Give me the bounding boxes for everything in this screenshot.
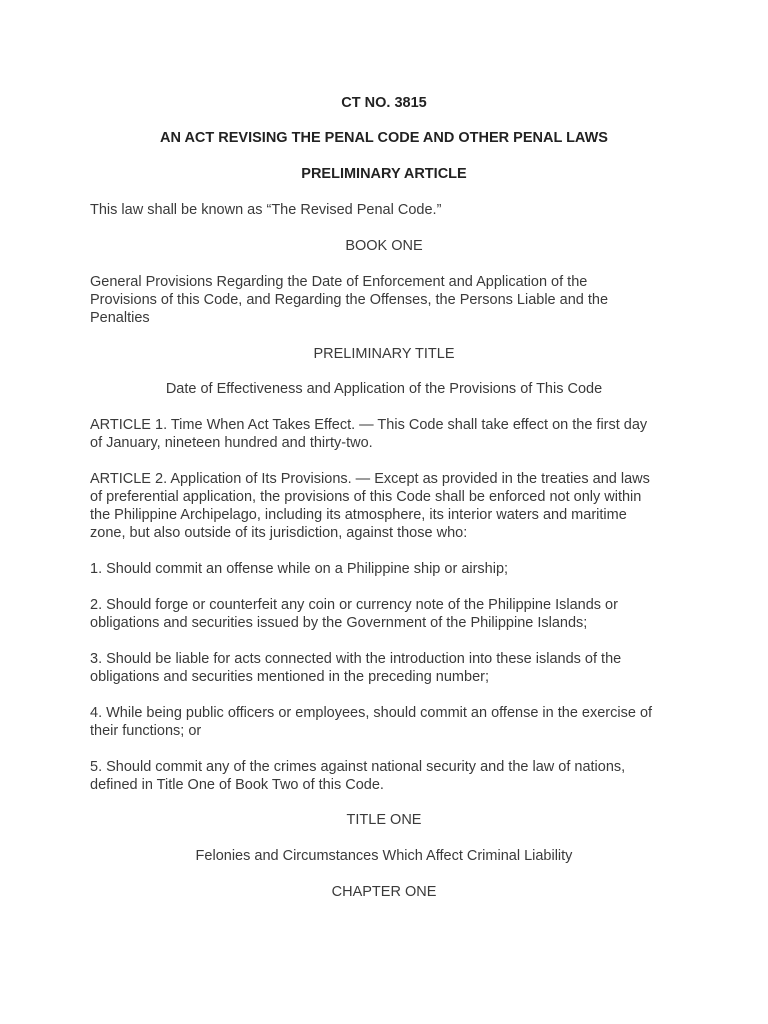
preliminary-article-text: This law shall be known as “The Revised Penal Code.” (90, 202, 442, 218)
title-one-subtitle: Felonies and Circumstances Which Affect Criminal Liability (195, 848, 573, 864)
article-2-item-1: 1. Should commit an offense while on a Philippine ship or airship; (90, 561, 509, 577)
article-2-item-2-line: 2. Should forge or counterfeit any coin or currency note of the Philippine Islands or (90, 597, 618, 613)
article-1-line: of January, nineteen hundred and thirty-two. (90, 435, 373, 451)
article-2-item-5-line: defined in Title One of Book Two of this Code. (90, 777, 384, 793)
preliminary-title-heading: PRELIMINARY TITLE (313, 346, 455, 362)
book-one-subtitle-line: Provisions of this Code, and Regarding the Offenses, the Persons Liable and the (90, 292, 609, 308)
title-one-heading: TITLE ONE (346, 812, 422, 828)
preliminary-article-heading: PRELIMINARY ARTICLE (301, 166, 467, 182)
article-2-item-3-line: obligations and securities mentioned in the preceding number; (90, 669, 489, 685)
article-1-line: ARTICLE 1. Time When Act Takes Effect. — This Code shall take effect on the first day (90, 417, 648, 433)
article-2-line: the Philippine Archipelago, including its atmosphere, its interior waters and maritime (90, 507, 627, 523)
book-one-subtitle-line: Penalties (90, 310, 150, 326)
article-2-item-4-line: 4. While being public officers or employees, should commit an offense in the exercise of (90, 705, 653, 721)
chapter-one-heading: CHAPTER ONE (331, 884, 437, 900)
act-title: AN ACT REVISING THE PENAL CODE AND OTHER PENAL LAWS (160, 130, 608, 146)
article-2-line: ARTICLE 2. Application of Its Provisions. — Except as provided in the treaties and laws (90, 471, 650, 487)
article-2-item-2-line: obligations and securities issued by the Government of the Philippine Islands; (90, 615, 588, 631)
book-one-heading: BOOK ONE (345, 238, 423, 254)
act-number: CT NO. 3815 (341, 95, 427, 111)
article-2-item-5-line: 5. Should commit any of the crimes against national security and the law of nations, (90, 759, 626, 775)
article-2-line: zone, but also outside of its jurisdiction, against those who: (90, 525, 468, 541)
article-2-line: of preferential application, the provisions of this Code shall be enforced not only within (90, 489, 642, 505)
article-2-item-3-line: 3. Should be liable for acts connected with the introduction into these islands of the (90, 651, 622, 667)
book-one-subtitle-line: General Provisions Regarding the Date of Enforcement and Application of the (90, 274, 588, 290)
preliminary-title-subtitle: Date of Effectiveness and Application of the Provisions of This Code (165, 381, 603, 397)
article-2-item-4-line: their functions; or (90, 723, 202, 739)
